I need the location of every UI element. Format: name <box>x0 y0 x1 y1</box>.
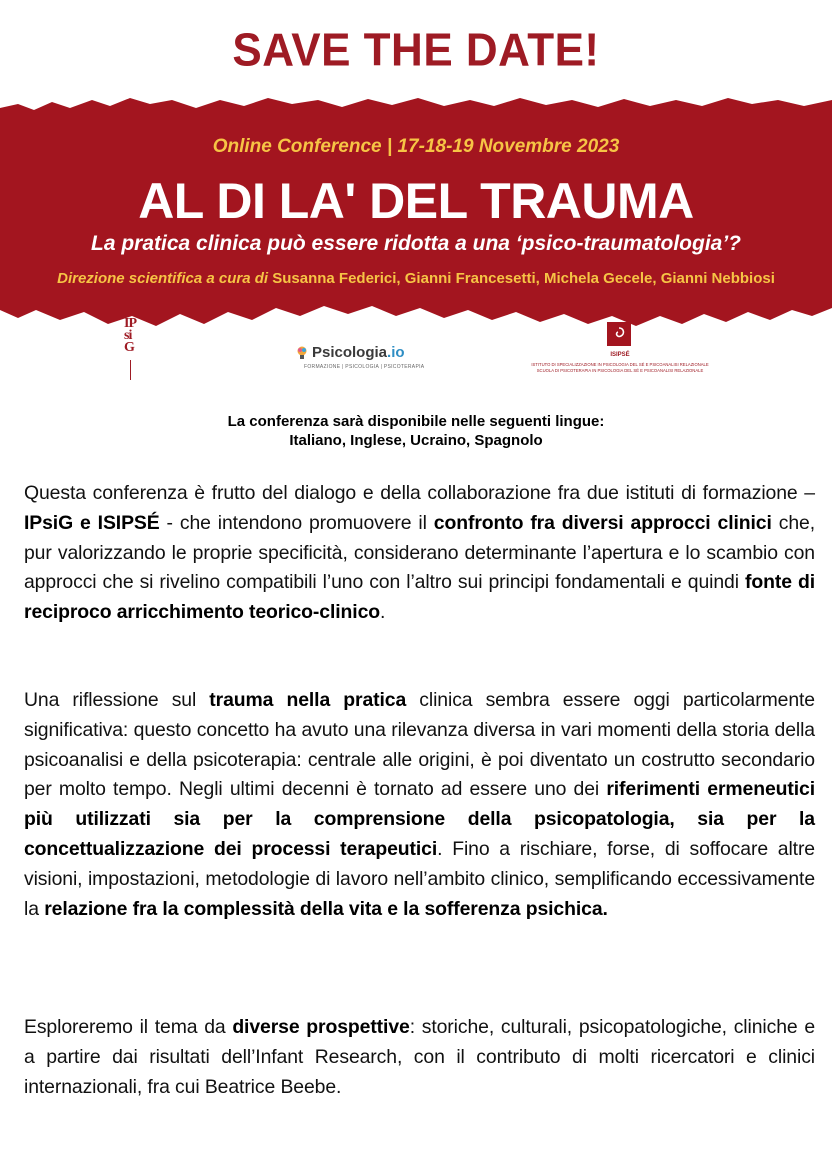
ipsig-mark-line-1: IP <box>124 316 136 331</box>
psicologia-tagline: FORMAZIONE | PSICOLOGIA | PSICOTERAPIA <box>304 364 425 370</box>
languages-line-1: La conferenza sarà disponibile nelle seguenti lingue: <box>227 413 605 430</box>
conference-banner <box>0 94 832 343</box>
p3-text-1: Esploreremo il tema da <box>24 1016 233 1038</box>
isipse-fine-line-1: ISTITUTO DI SPECIALIZZAZIONE IN PSICOLOGIA DEL SÉ E PSICOANALISI RELAZIONALE <box>531 362 709 367</box>
p1-bold-3: fonte di reciproco arricchimento teorico-clinico <box>24 571 815 624</box>
paragraph-1 <box>24 479 815 628</box>
lightbulb-icon <box>296 346 308 360</box>
p3-bold-1: diverse prospettive <box>232 1016 410 1038</box>
logos-row <box>0 316 832 388</box>
p1-text-2: - che intendono promuovere il <box>159 511 434 534</box>
p2-text-1: Una riflessione sul <box>24 689 210 711</box>
conference-question: La pratica clinica può essere ridotta a una ‘psico-traumatologia’? <box>91 232 741 255</box>
p1-bold-1: IPsiG e ISIPSÉ <box>24 511 160 534</box>
p2-text-3: . Fino a rischiare, forse, di soffocare altre visioni, impostazioni, metodologie di lavoro nell’ambito clinico, semplificando eccessivamente la <box>24 837 815 920</box>
ipsig-fine-print <box>130 360 155 380</box>
direction-lead: Direzione scientifica a cura di <box>57 270 269 287</box>
conference-title: AL DI LA' DEL TRAUMA <box>138 173 694 229</box>
ipsig-mark-line-2: si <box>124 328 132 343</box>
p1-text-1: Questa conferenza è frutto del dialogo e della collaborazione fra due istituti di formazione – <box>24 482 815 504</box>
isipse-logo <box>520 322 720 386</box>
psicologia-name <box>312 344 405 361</box>
p2-bold-2: riferimenti ermeneutici più utilizzati sia per la comprensione della psicopatologia, sia per la concettualizzazione dei processi terapeutici <box>24 778 816 860</box>
languages-line-2: Italiano, Inglese, Ucraino, Spagnolo <box>289 432 543 449</box>
direction-names: Susanna Federici, Gianni Francesetti, Michela Gecele, Gianni Nebbiosi <box>272 270 775 287</box>
scientific-direction <box>0 270 832 287</box>
conference-date-line: Online Conference | 17-18-19 Novembre 2023 <box>212 136 620 157</box>
isipse-label: ISIPSÉ <box>610 352 630 358</box>
paragraph-3 <box>24 1013 815 1102</box>
p3-text-2: : storiche, culturali, psicopatologiche, cliniche e a partire dai risultati dell’Infant Research, con il contributo di molti ricercatori e clinici internazionali, fra cui Beatrice Beebe. <box>24 1016 816 1098</box>
isipse-mark-icon <box>604 322 634 348</box>
psicologia-io-logo <box>296 344 426 376</box>
languages-notice <box>0 412 832 450</box>
p2-bold-1: trauma nella pratica <box>209 689 407 711</box>
p1-text-3: che, pur valorizzando le proprie specificità, considerano determinante l’apertura e lo scambio con approcci che si rivelino compatibili l’uno con l’altro sui principi fondamentali e quindi <box>24 511 815 594</box>
isipse-fine-line-2: SCUOLA DI PSICOTERAPIA IN PSICOLOGIA DEL SÉ E PSICOANALISI RELAZIONALE <box>536 368 704 373</box>
psicologia-name-main: Psicologia <box>312 344 388 361</box>
paragraph-2 <box>24 686 815 924</box>
p2-bold-3: relazione fra la complessità della vita e la sofferenza psichica. <box>44 897 608 920</box>
ipsig-mark-line-3: G <box>124 340 134 355</box>
save-the-date-heading: SAVE THE DATE! <box>232 24 600 77</box>
p1-text-4: . <box>380 601 386 624</box>
ipsig-logo <box>118 318 158 382</box>
p1-bold-2: confronto fra diversi approcci clinici <box>433 511 772 534</box>
psicologia-name-suffix: .io <box>387 344 405 361</box>
ipsig-mark <box>124 318 150 358</box>
p2-text-2: clinica sembra essere oggi particolarmente significativa: questo concetto ha avuto una rilevanza diversa in vari momenti della storia della psicoanalisi e della psicoterapia: centrale alle origini, è poi diventato un costrutto secondario per molto tempo. Negli ultimi decenni è tornato ad essere uno dei <box>24 689 815 801</box>
